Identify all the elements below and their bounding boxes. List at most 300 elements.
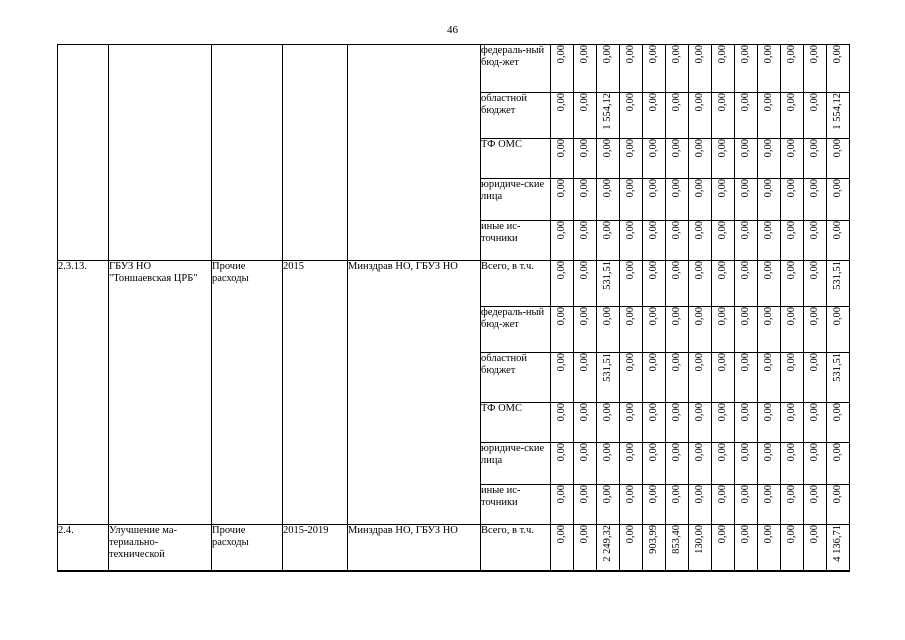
amount-value: 0,00 [786,403,797,422]
amount-value: 0,00 [717,139,728,158]
amount-value: 0,00 [717,45,728,64]
amount-cell [804,45,827,93]
amount-value: 0,00 [809,93,820,112]
amount-cell [804,139,827,179]
amount-cell [666,221,689,261]
funding-source-cell: ТФ ОМС [481,403,551,443]
amount-value: 0,00 [832,139,843,158]
amount-value: 0,00 [579,353,590,372]
table-row [58,45,850,93]
amount-cell [551,93,574,139]
amount-value: 0,00 [763,261,774,280]
amount-value: 0,00 [648,443,659,462]
amount-value: 0,00 [786,485,797,504]
amount-cell [620,443,643,485]
amount-value: 0,00 [740,443,751,462]
amount-value: 0,00 [694,307,705,326]
amount-value: 0,00 [740,261,751,280]
funding-source-cell: областной бюджет [481,353,551,403]
amount-cell [804,353,827,403]
amount-value: 0,00 [694,485,705,504]
amount-value: 0,00 [809,353,820,372]
amount-value: 0,00 [671,443,682,462]
amount-cell [827,221,850,261]
amount-value: 0,00 [556,443,567,462]
amount-cell [666,179,689,221]
amount-cell [620,307,643,353]
amount-value: 0,00 [671,403,682,422]
amount-value: 0,00 [809,221,820,240]
amount-cell [689,221,712,261]
amount-value: 0,00 [740,403,751,422]
amount-cell [827,353,850,403]
amount-cell [689,485,712,525]
amount-cell [551,485,574,525]
amount-value: 0,00 [717,307,728,326]
amount-value: 1 554,12 [602,93,613,130]
amount-cell [758,443,781,485]
amount-cell [712,221,735,261]
amount-cell [551,45,574,93]
amount-cell [804,221,827,261]
amount-cell [781,139,804,179]
amount-cell [597,179,620,221]
years-cell: 2015-2019 [283,525,348,571]
amount-value: 1 554,12 [832,93,843,130]
amount-value: 0,00 [763,139,774,158]
amount-value: 0,00 [648,179,659,198]
amount-value: 0,00 [786,307,797,326]
amount-value: 0,00 [740,179,751,198]
amount-cell [712,403,735,443]
amount-cell [735,139,758,179]
amount-cell [781,443,804,485]
amount-cell [758,139,781,179]
amount-value: 0,00 [694,403,705,422]
amount-cell [620,525,643,571]
amount-cell [574,443,597,485]
amount-value: 0,00 [625,139,636,158]
amount-value: 0,00 [717,525,728,544]
amount-value: 0,00 [786,93,797,112]
amount-value: 0,00 [717,353,728,372]
amount-cell [643,485,666,525]
amount-value: 0,00 [740,139,751,158]
amount-cell [643,261,666,307]
amount-cell [689,261,712,307]
amount-cell [758,45,781,93]
table-row [58,261,850,307]
amount-cell [551,261,574,307]
amount-cell [712,179,735,221]
amount-value: 0,00 [579,139,590,158]
amount-value: 0,00 [671,485,682,504]
amount-value: 0,00 [809,139,820,158]
amount-cell [781,403,804,443]
executor-cell [348,45,481,261]
amount-value: 0,00 [809,307,820,326]
amount-value: 0,00 [625,443,636,462]
amount-value: 0,00 [625,93,636,112]
amount-value: 0,00 [717,221,728,240]
amount-value: 0,00 [579,45,590,64]
amount-value: 4 136,71 [832,525,843,562]
amount-value: 0,00 [579,307,590,326]
amount-cell [781,525,804,571]
funding-source-cell: федераль-ный бюд-жет [481,307,551,353]
years-cell [283,45,348,261]
amount-value: 0,00 [602,179,613,198]
amount-value: 0,00 [740,93,751,112]
amount-value: 2 249,32 [602,525,613,562]
amount-cell [827,307,850,353]
amount-cell [597,353,620,403]
amount-cell [804,307,827,353]
amount-value: 0,00 [717,261,728,280]
amount-value: 0,00 [602,485,613,504]
amount-cell [735,403,758,443]
amount-value: 0,00 [648,221,659,240]
amount-value: 0,00 [625,179,636,198]
amount-cell [643,139,666,179]
amount-cell [620,93,643,139]
amount-value: 0,00 [648,485,659,504]
amount-cell [735,525,758,571]
amount-value: 0,00 [763,353,774,372]
amount-cell [758,353,781,403]
amount-cell [597,443,620,485]
amount-value: 0,00 [763,45,774,64]
amount-cell [758,221,781,261]
amount-cell [551,403,574,443]
amount-value: 0,00 [740,353,751,372]
amount-cell [643,93,666,139]
amount-value: 0,00 [648,45,659,64]
item-code-cell: 2.3.13. [58,261,109,525]
amount-value: 0,00 [763,525,774,544]
amount-value: 0,00 [579,485,590,504]
amount-cell [666,307,689,353]
executor-cell: Минздрав НО, ГБУЗ НО [348,261,481,525]
amount-cell [597,93,620,139]
amount-cell [689,179,712,221]
amount-value: 0,00 [625,221,636,240]
amount-value: 0,00 [579,221,590,240]
amount-value: 0,00 [763,403,774,422]
amount-cell [574,179,597,221]
amount-cell [620,261,643,307]
amount-value: 0,00 [694,261,705,280]
amount-cell [620,485,643,525]
amount-value: 0,00 [786,353,797,372]
funding-source-cell: Всего, в т.ч. [481,525,551,571]
amount-cell [574,353,597,403]
amount-value: 0,00 [671,353,682,372]
amount-value: 0,00 [625,261,636,280]
budget-table [57,44,850,572]
amount-cell [620,221,643,261]
amount-cell [758,403,781,443]
amount-value: 0,00 [556,307,567,326]
amount-cell [735,485,758,525]
amount-value: 0,00 [717,179,728,198]
amount-cell [620,45,643,93]
amount-cell [689,93,712,139]
amount-value: 0,00 [671,93,682,112]
amount-cell [666,403,689,443]
amount-cell [712,307,735,353]
amount-cell [643,45,666,93]
amount-cell [574,307,597,353]
amount-value: 0,00 [579,179,590,198]
amount-cell [712,485,735,525]
amount-value: 0,00 [809,261,820,280]
page-number: 46 [447,24,458,36]
amount-value: 0,00 [648,353,659,372]
amount-cell [758,307,781,353]
amount-value: 0,00 [694,45,705,64]
amount-cell [574,139,597,179]
amount-value: 0,00 [809,525,820,544]
years-cell: 2015 [283,261,348,525]
amount-cell [574,45,597,93]
amount-cell [758,525,781,571]
amount-value: 0,00 [671,139,682,158]
amount-value: 0,00 [625,307,636,326]
amount-cell [620,353,643,403]
amount-cell [689,139,712,179]
amount-value: 0,00 [579,261,590,280]
amount-cell [712,525,735,571]
amount-cell [643,403,666,443]
amount-cell [689,525,712,571]
amount-value: 0,00 [740,45,751,64]
amount-cell [574,261,597,307]
amount-cell [758,485,781,525]
expense-type-cell [212,45,283,261]
item-code-cell: 2.4. [58,525,109,571]
amount-cell [643,221,666,261]
amount-cell [804,443,827,485]
amount-cell [735,93,758,139]
amount-value: 0,00 [832,485,843,504]
amount-value: 0,00 [809,443,820,462]
amount-value: 0,00 [625,45,636,64]
amount-cell [666,93,689,139]
item-code-cell [58,45,109,261]
amount-cell [689,403,712,443]
amount-cell [666,139,689,179]
amount-value: 0,00 [786,261,797,280]
amount-value: 0,00 [671,45,682,64]
amount-cell [804,525,827,571]
amount-cell [689,307,712,353]
amount-cell [758,261,781,307]
amount-cell [597,307,620,353]
amount-value: 0,00 [809,45,820,64]
amount-value: 0,00 [832,307,843,326]
amount-cell [712,261,735,307]
amount-cell [551,307,574,353]
amount-value: 0,00 [648,403,659,422]
amount-cell [827,261,850,307]
expense-type-cell: Прочие расходы [212,525,283,571]
funding-source-cell: федераль-ный бюд-жет [481,45,551,93]
amount-value: 0,00 [809,403,820,422]
amount-value: 0,00 [694,221,705,240]
amount-value: 0,00 [625,353,636,372]
amount-value: 0,00 [740,307,751,326]
amount-value: 0,00 [832,45,843,64]
amount-cell [551,139,574,179]
amount-cell [666,443,689,485]
amount-cell [781,261,804,307]
amount-cell [666,525,689,571]
amount-value: 0,00 [556,485,567,504]
amount-cell [781,221,804,261]
amount-value: 0,00 [648,93,659,112]
amount-value: 0,00 [671,221,682,240]
amount-cell [620,179,643,221]
amount-cell [758,179,781,221]
amount-value: 0,00 [763,307,774,326]
amount-value: 0,00 [786,443,797,462]
amount-value: 0,00 [602,221,613,240]
amount-value: 0,00 [717,93,728,112]
amount-cell [597,403,620,443]
funding-source-cell: иные ис-точники [481,221,551,261]
amount-value: 531,51 [602,353,613,382]
amount-cell [597,525,620,571]
amount-value: 0,00 [694,93,705,112]
amount-cell [597,139,620,179]
amount-cell [666,261,689,307]
amount-cell [804,179,827,221]
amount-cell [712,353,735,403]
amount-value: 0,00 [579,443,590,462]
amount-value: 0,00 [671,179,682,198]
amount-cell [666,45,689,93]
amount-cell [597,221,620,261]
amount-cell [712,45,735,93]
amount-cell [643,179,666,221]
amount-cell [712,93,735,139]
funding-source-cell: юридиче-ские лица [481,179,551,221]
amount-value: 0,00 [671,261,682,280]
amount-value: 0,00 [556,261,567,280]
amount-cell [735,307,758,353]
amount-value: 0,00 [648,261,659,280]
amount-cell [574,525,597,571]
amount-cell [827,485,850,525]
amount-cell [827,93,850,139]
amount-value: 0,00 [832,179,843,198]
amount-value: 0,00 [556,93,567,112]
item-name-cell: ГБУЗ НО "Тоншаевская ЦРБ" [109,261,212,525]
funding-source-cell: областной бюджет [481,93,551,139]
amount-cell [551,221,574,261]
funding-source-cell: иные ис-точники [481,485,551,525]
amount-cell [735,443,758,485]
amount-cell [597,485,620,525]
amount-value: 0,00 [740,525,751,544]
amount-value: 0,00 [717,485,728,504]
amount-cell [781,93,804,139]
amount-value: 531,51 [602,261,613,290]
amount-value: 0,00 [648,307,659,326]
amount-value: 0,00 [763,179,774,198]
amount-cell [643,443,666,485]
amount-cell [643,307,666,353]
amount-value: 0,00 [648,139,659,158]
amount-cell [827,179,850,221]
amount-value: 0,00 [579,93,590,112]
amount-value: 0,00 [694,139,705,158]
amount-value: 0,00 [625,525,636,544]
amount-cell [735,221,758,261]
amount-cell [735,261,758,307]
amount-value: 531,51 [832,353,843,382]
amount-value: 0,00 [740,221,751,240]
amount-value: 130,00 [694,525,705,554]
amount-value: 903,99 [648,525,659,554]
amount-cell [551,443,574,485]
amount-value: 0,00 [717,443,728,462]
amount-value: 0,00 [786,221,797,240]
amount-value: 0,00 [602,307,613,326]
amount-cell [643,525,666,571]
amount-cell [574,485,597,525]
amount-cell [781,485,804,525]
amount-cell [781,45,804,93]
amount-cell [804,403,827,443]
amount-value: 0,00 [625,403,636,422]
amount-value: 0,00 [602,139,613,158]
amount-value: 0,00 [763,485,774,504]
amount-cell [574,403,597,443]
amount-value: 0,00 [832,443,843,462]
amount-cell [597,45,620,93]
amount-value: 0,00 [694,443,705,462]
amount-value: 0,00 [556,525,567,544]
amount-value: 0,00 [625,485,636,504]
amount-cell [827,443,850,485]
amount-value: 0,00 [671,307,682,326]
amount-value: 0,00 [717,403,728,422]
amount-value: 0,00 [602,403,613,422]
amount-cell [758,93,781,139]
funding-source-cell: юридиче-ские лица [481,443,551,485]
amount-cell [643,353,666,403]
amount-value: 0,00 [579,403,590,422]
amount-value: 0,00 [579,525,590,544]
amount-value: 853,40 [671,525,682,554]
amount-value: 0,00 [763,93,774,112]
amount-value: 0,00 [832,221,843,240]
item-name-cell: Улучшение ма-териально-технической [109,525,212,571]
amount-cell [666,353,689,403]
amount-cell [574,221,597,261]
amount-value: 0,00 [786,525,797,544]
item-name-cell [109,45,212,261]
amount-cell [712,443,735,485]
amount-cell [804,261,827,307]
amount-cell [827,525,850,571]
amount-value: 0,00 [602,45,613,64]
amount-cell [735,353,758,403]
amount-cell [620,403,643,443]
amount-cell [827,139,850,179]
